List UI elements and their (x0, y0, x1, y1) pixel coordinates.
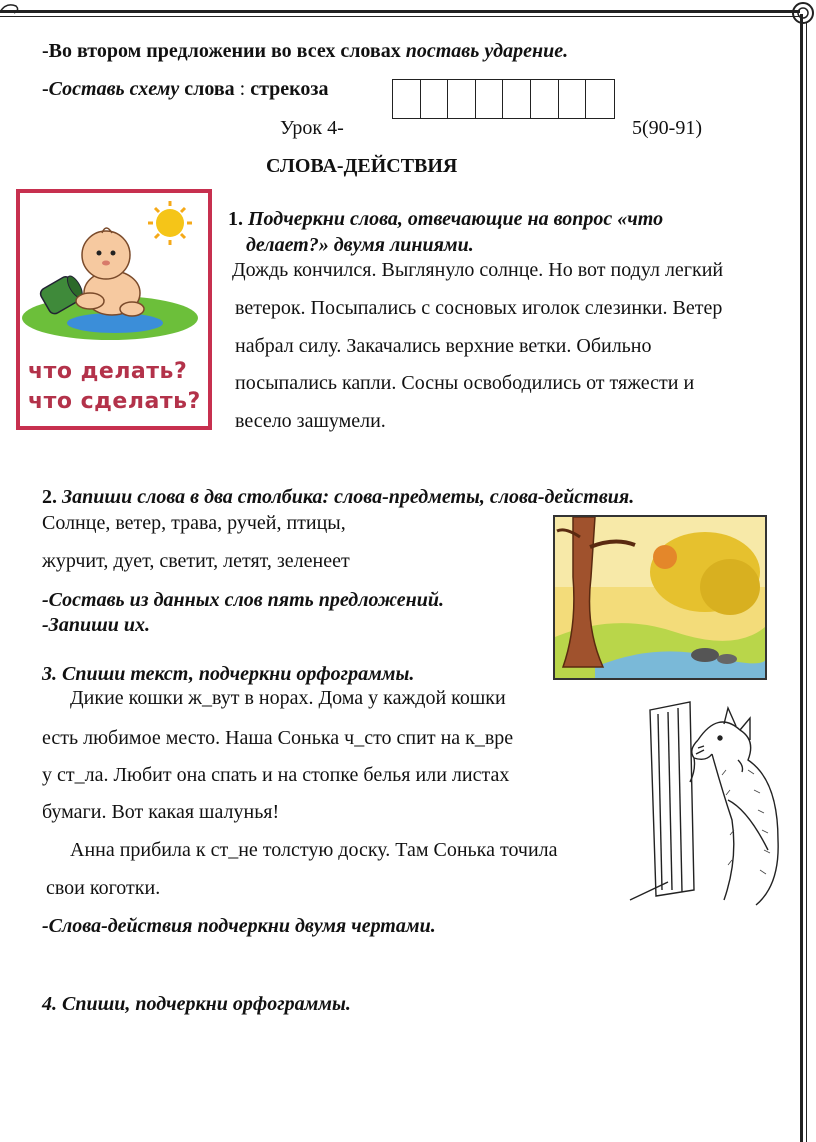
scheme-cell[interactable] (448, 80, 476, 118)
sun-icon (148, 201, 192, 245)
scheme-cell[interactable] (559, 80, 587, 118)
card-question-2: что сделать? (28, 389, 201, 414)
task1-text-line: Дождь кончился. Выглянуло солнце. Но вот подул легкий (232, 259, 724, 281)
scheme-cell[interactable] (476, 80, 504, 118)
task3-subtask: -Слова-действия подчеркни двумя чертами. (42, 915, 436, 937)
cat-scratching-board-icon (628, 700, 786, 912)
task2-instruction: 2. Запиши слова в два столбика: слова-предметы, слова-действия. (42, 486, 635, 508)
task1-instruction-cont: делает?» двумя линиями. (246, 234, 474, 256)
task2-words-nouns: Солнце, ветер, трава, ручей, птицы, (42, 512, 346, 534)
corner-ornament-icon (0, 0, 22, 22)
task2-subtask-2: -Запиши их. (42, 614, 150, 636)
task3-text-line: Анна прибила к ст_не толстую доску. Там Сонька точила (70, 839, 558, 861)
task3-text-line: есть любимое место. Наша Сонька ч_сто спит на к_вре (42, 727, 514, 749)
task3-text-line: у ст_ла. Любит она спать и на стопке белья или листах (42, 764, 510, 786)
task4-instruction: 4. Спиши, подчеркни орфограммы. (42, 993, 351, 1015)
word-scheme-boxes[interactable] (392, 79, 615, 119)
task1-text-line: набрал силу. Закачались верхние ветки. Обильно (235, 335, 652, 357)
scheme-cell[interactable] (393, 80, 421, 118)
lesson-number: Урок 4- (280, 117, 344, 139)
scheme-cell[interactable] (586, 80, 614, 118)
verb-questions-card (16, 189, 212, 430)
task1-text-line: посыпались капли. Сосны освободились от тяжести и (235, 372, 695, 394)
card-question-1: что делать? (28, 359, 188, 384)
corner-ornament-icon (786, 0, 816, 30)
scheme-cell[interactable] (421, 80, 449, 118)
task2-subtask-1: -Составь из данных слов пять предложений. (42, 589, 444, 611)
scheme-cell[interactable] (503, 80, 531, 118)
task1-instruction: 1. Подчеркни слова, отвечающие на вопрос «что (228, 208, 664, 230)
autumn-landscape-image (553, 515, 767, 680)
frame-right-line-thin (806, 22, 807, 1142)
page-reference: 5(90-91) (632, 117, 702, 139)
task1-text-line: ветерок. Посыпались с сосновых иголок слезинки. Ветер (235, 297, 723, 319)
task2-words-verbs: журчит, дует, светит, летят, зеленеет (42, 550, 350, 572)
task3-instruction: 3. Спиши текст, подчеркни орфограммы. (42, 663, 415, 685)
scheme-instruction: -Составь схему слова : стрекоза (42, 78, 329, 100)
page-title: СЛОВА-ДЕЙСТВИЯ (266, 155, 458, 177)
frame-right-line (800, 14, 803, 1142)
stress-instruction: -Во втором предложении во всех словах поставь ударение. (42, 40, 569, 62)
frame-top-line (0, 10, 800, 13)
scheme-cell[interactable] (531, 80, 559, 118)
task1-text-line: весело зашумели. (235, 410, 386, 432)
task3-text-line: бумаги. Вот какая шалунья! (42, 801, 280, 823)
task3-text-line: Дикие кошки ж_вут в норах. Дома у каждой кошки (70, 687, 506, 709)
frame-top-line-thin (0, 16, 800, 17)
task3-text-line: свои коготки. (46, 877, 161, 899)
